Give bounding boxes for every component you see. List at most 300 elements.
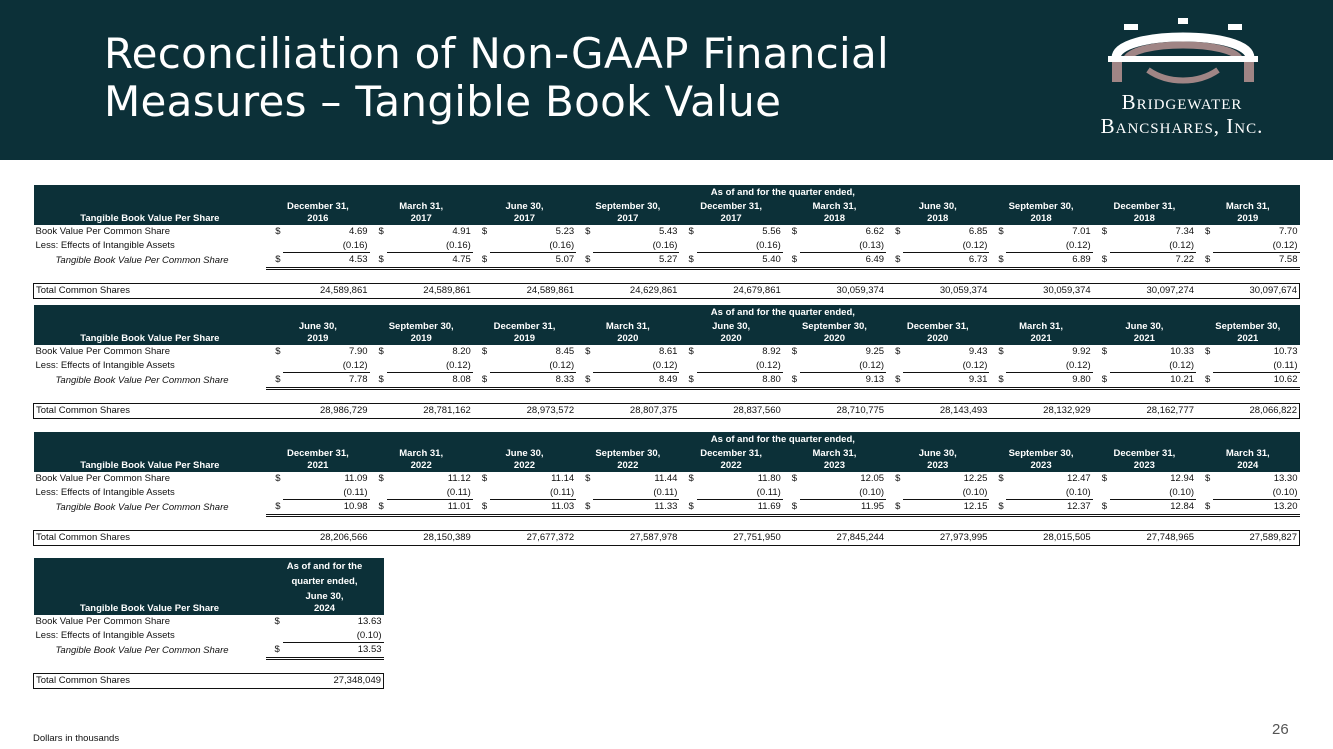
book-value-row (34, 472, 1300, 486)
currency-symbol (886, 239, 903, 253)
period-year: 2023 (927, 460, 949, 471)
currency-symbol: $ (679, 373, 696, 389)
period-column-header (783, 446, 886, 472)
period-month: March 31, (1225, 448, 1270, 459)
currency-symbol: $ (688, 346, 694, 358)
value-cell: 5.56 (762, 226, 781, 238)
currency-symbol: $ (585, 473, 591, 485)
value-cell: 9.80 (1006, 373, 1092, 389)
currency-symbol: $ (688, 473, 694, 485)
currency-symbol (1196, 239, 1213, 253)
value-cell: (0.10) (1006, 486, 1092, 500)
currency-symbol (473, 239, 490, 253)
currency-symbol (679, 486, 696, 500)
period-year: 2020 (823, 333, 845, 344)
currency-symbol (266, 239, 283, 253)
period-column-header (783, 319, 886, 345)
logo-line-2: Bancshares, Inc. (1100, 114, 1264, 138)
currency-symbol: $ (1196, 373, 1213, 389)
period-column-header (266, 199, 369, 225)
row-label: Less: Effects of Intangible Assets (35, 240, 175, 251)
value-cell: 5.43 (658, 226, 678, 238)
group-header-line-1: As of and for the (286, 561, 363, 572)
period-month: December 31, (493, 321, 556, 332)
value-cell: (0.12) (1006, 359, 1092, 373)
tangible-book-value-row (34, 500, 1300, 516)
shares-cell: 27,677,372 (473, 531, 576, 546)
value-cell: 8.92 (762, 346, 781, 358)
period-year: 2018 (1133, 213, 1155, 224)
value-cell: (0.13) (800, 239, 886, 253)
total-common-shares-row (34, 531, 1300, 546)
value-cell: 8.08 (387, 373, 473, 389)
shares-cell: 30,059,374 (886, 284, 989, 299)
currency-symbol (783, 486, 800, 500)
currency-symbol: $ (275, 346, 281, 358)
tangible-book-value-row (34, 643, 384, 659)
title-line-1: Reconciliation of Non-GAAP Financial (104, 29, 890, 78)
shares-cell: 27,845,244 (783, 531, 886, 546)
shares-cell: 28,066,822 (1196, 404, 1299, 419)
row-label: Tangible Book Value Per Common Share (55, 501, 229, 513)
value-cell: 12.05 (860, 473, 885, 485)
period-year: 2019 (307, 333, 329, 344)
period-year: 2017 (617, 213, 639, 224)
period-group-header: As of and for the quarter ended, (266, 185, 1299, 199)
period-column-header (473, 319, 576, 345)
value-cell: 7.78 (283, 373, 369, 389)
currency-symbol: $ (585, 226, 591, 238)
shares-cell: 30,097,674 (1196, 284, 1299, 299)
value-cell: (0.16) (593, 239, 679, 253)
row-label: Total Common Shares (34, 284, 267, 299)
period-month: June 30, (305, 591, 344, 602)
period-month: September 30, (595, 448, 661, 459)
value-cell: 10.21 (1110, 373, 1196, 389)
period-month: March 31, (399, 448, 444, 459)
row-label: Book Value Per Common Share (35, 226, 170, 238)
currency-symbol (576, 486, 593, 500)
currency-symbol: $ (783, 253, 800, 269)
currency-symbol: $ (895, 226, 901, 238)
period-year: 2017 (720, 213, 742, 224)
value-cell: (0.16) (387, 239, 473, 253)
value-cell: (0.10) (283, 629, 384, 643)
intangible-effects-row (34, 239, 1300, 253)
period-month: March 31, (1019, 321, 1063, 332)
value-cell: 8.80 (697, 373, 783, 389)
row-label: Book Value Per Common Share (35, 616, 170, 628)
period-month: September 30, (1008, 201, 1074, 212)
value-cell: 5.40 (697, 253, 783, 269)
value-cell: (0.12) (593, 359, 679, 373)
currency-symbol (679, 359, 696, 373)
currency-symbol: $ (576, 253, 593, 269)
period-group-header (266, 558, 384, 589)
shares-cell: 27,589,827 (1196, 531, 1299, 546)
value-cell: (0.11) (490, 486, 576, 500)
shares-cell: 28,710,775 (783, 404, 886, 419)
value-cell: 12.37 (1006, 500, 1092, 516)
currency-symbol (370, 486, 387, 500)
row-label: Tangible Book Value Per Common Share (55, 254, 229, 266)
currency-symbol (886, 486, 903, 500)
currency-symbol (266, 629, 283, 643)
page-number: 26 (1272, 721, 1289, 738)
period-column-header (1093, 199, 1196, 225)
value-cell: 10.73 (1273, 346, 1298, 358)
period-column-header (473, 199, 576, 225)
currency-symbol: $ (1093, 373, 1110, 389)
shares-cell: 30,059,374 (989, 284, 1092, 299)
currency-symbol: $ (886, 500, 903, 516)
period-month: December 31, (700, 448, 763, 459)
title-line-2: Measures – Tangible Book Value (104, 77, 782, 126)
period-column-header (576, 319, 679, 345)
currency-symbol (266, 486, 283, 500)
value-cell: 6.62 (865, 226, 885, 238)
currency-symbol (1093, 239, 1110, 253)
value-cell: (0.12) (1110, 359, 1196, 373)
value-cell: 11.09 (344, 473, 368, 485)
currency-symbol: $ (266, 643, 283, 659)
book-value-row (34, 225, 1300, 239)
period-column-header (370, 319, 473, 345)
currency-symbol: $ (989, 500, 1006, 516)
period-month: March 31, (812, 201, 857, 212)
value-cell: 6.49 (800, 253, 886, 269)
value-cell: (0.12) (387, 359, 473, 373)
shares-cell: 24,589,861 (370, 284, 473, 299)
section-header: Tangible Book Value Per Share (34, 185, 267, 225)
period-year: 2019 (513, 333, 536, 344)
row-label: Less: Effects of Intangible Assets (35, 360, 175, 371)
currency-symbol: $ (998, 473, 1004, 485)
currency-symbol: $ (989, 373, 1006, 389)
period-month: December 31, (906, 321, 969, 332)
currency-symbol: $ (998, 226, 1004, 238)
shares-cell: 28,837,560 (679, 404, 782, 419)
period-column-header (473, 446, 576, 472)
value-cell: (0.12) (283, 359, 369, 373)
shares-cell: 28,015,505 (989, 531, 1092, 546)
value-cell: (0.11) (697, 486, 783, 500)
intangible-effects-row (34, 629, 384, 643)
value-cell: 8.49 (593, 373, 679, 389)
currency-symbol (1196, 359, 1213, 373)
currency-symbol (679, 239, 696, 253)
shares-cell: 27,973,995 (886, 531, 989, 546)
tbv-table-2024 (33, 558, 384, 689)
footnote: Dollars in thousands (33, 733, 120, 744)
value-cell: 13.20 (1213, 500, 1299, 516)
value-cell: 7.22 (1110, 253, 1196, 269)
currency-symbol: $ (679, 253, 696, 269)
period-month: December 31, (286, 201, 349, 212)
value-cell: 11.69 (697, 500, 783, 516)
period-year: 2023 (1133, 460, 1155, 471)
tangible-book-value-row (34, 373, 1300, 389)
value-cell: (0.12) (1213, 239, 1299, 253)
value-cell: 5.23 (555, 226, 575, 238)
period-group-header: As of and for the quarter ended, (266, 305, 1299, 319)
period-group-header: As of and for the quarter ended, (266, 432, 1299, 446)
period-month: December 31, (1113, 448, 1176, 459)
value-cell: 11.03 (490, 500, 576, 516)
company-logo (1062, 14, 1302, 144)
period-year: 2017 (410, 213, 432, 224)
shares-cell: 27,348,049 (266, 674, 384, 689)
currency-symbol: $ (370, 253, 387, 269)
value-cell: 8.61 (658, 346, 678, 358)
currency-symbol: $ (266, 500, 283, 516)
value-cell: (0.12) (903, 239, 989, 253)
intangible-effects-row (34, 359, 1300, 373)
period-column-header (783, 199, 886, 225)
period-year: 2022 (617, 460, 639, 471)
currency-symbol: $ (266, 253, 283, 269)
value-cell: 11.14 (551, 473, 575, 485)
period-year: 2019 (1237, 213, 1259, 224)
period-month: September 30, (595, 201, 661, 212)
period-year: 2020 (927, 333, 949, 344)
value-cell: 6.85 (968, 226, 988, 238)
currency-symbol (989, 239, 1006, 253)
shares-cell: 27,748,965 (1093, 531, 1196, 546)
section-header: Tangible Book Value Per Share (34, 432, 267, 472)
period-column-header (1196, 319, 1299, 345)
currency-symbol: $ (473, 373, 490, 389)
currency-symbol: $ (378, 473, 384, 485)
shares-cell: 24,679,861 (679, 284, 782, 299)
shares-cell: 28,206,566 (266, 531, 369, 546)
tbv-table-2021-2024 (33, 432, 1300, 546)
period-month: June 30, (1125, 321, 1164, 332)
period-column-header (679, 446, 782, 472)
period-year: 2016 (307, 213, 329, 224)
value-cell: (0.16) (490, 239, 576, 253)
section-header: Tangible Book Value Per Share (34, 305, 267, 345)
period-month: September 30, (1008, 448, 1074, 459)
row-label: Total Common Shares (34, 674, 266, 689)
shares-cell: 28,986,729 (266, 404, 369, 419)
row-label: Book Value Per Common Share (35, 473, 170, 485)
currency-symbol: $ (998, 346, 1004, 358)
value-cell: 11.95 (800, 500, 886, 516)
period-column-header (679, 319, 782, 345)
value-cell: 9.31 (903, 373, 989, 389)
currency-symbol (989, 359, 1006, 373)
value-cell: 8.45 (555, 346, 575, 358)
total-common-shares-row (34, 674, 384, 689)
value-cell: 12.94 (1170, 473, 1195, 485)
value-cell: 7.01 (1072, 226, 1091, 238)
period-year: 2020 (720, 333, 742, 344)
currency-symbol: $ (791, 226, 798, 238)
currency-symbol: $ (791, 346, 798, 358)
currency-symbol: $ (275, 226, 281, 238)
header-banner (0, 0, 1333, 160)
period-year: 2022 (513, 460, 536, 471)
period-month: September 30, (801, 321, 867, 332)
row-label: Less: Effects of Intangible Assets (35, 630, 175, 641)
value-cell: 6.73 (903, 253, 989, 269)
value-cell: (0.10) (1213, 486, 1299, 500)
currency-symbol: $ (378, 346, 384, 358)
period-year: 2021 (307, 460, 329, 471)
currency-symbol: $ (1205, 226, 1211, 238)
currency-symbol: $ (585, 346, 591, 358)
total-common-shares-row (34, 284, 1300, 299)
currency-symbol (473, 486, 490, 500)
shares-cell: 28,781,162 (370, 404, 473, 419)
logo-text (1062, 90, 1302, 138)
period-month: December 31, (700, 201, 763, 212)
logo-line-1: Bridgewater (1121, 90, 1243, 114)
value-cell: 7.34 (1175, 226, 1195, 238)
currency-symbol: $ (275, 473, 281, 485)
row-label: Total Common Shares (34, 531, 267, 546)
value-cell: (0.12) (697, 359, 783, 373)
period-month: March 31, (1225, 201, 1270, 212)
value-cell: 12.25 (963, 473, 988, 485)
value-cell: 11.80 (757, 473, 781, 485)
currency-symbol: $ (688, 226, 694, 238)
currency-symbol (473, 359, 490, 373)
period-month: March 31, (812, 448, 857, 459)
shares-cell: 24,629,861 (576, 284, 679, 299)
currency-symbol: $ (481, 346, 488, 358)
section-header: Tangible Book Value Per Share (34, 558, 266, 615)
value-cell: 7.70 (1279, 226, 1298, 238)
value-cell: 4.91 (452, 226, 471, 238)
value-cell: (0.11) (593, 486, 679, 500)
period-column-header (1093, 446, 1196, 472)
currency-symbol: $ (1196, 253, 1213, 269)
currency-symbol (266, 359, 283, 373)
period-month: June 30, (918, 201, 957, 212)
currency-symbol: $ (783, 373, 800, 389)
period-column-header (1093, 319, 1196, 345)
currency-symbol (886, 359, 903, 373)
currency-symbol: $ (1196, 500, 1213, 516)
value-cell: 4.53 (283, 253, 369, 269)
value-cell: (0.11) (1213, 359, 1299, 373)
currency-symbol (783, 239, 800, 253)
value-cell: 11.33 (593, 500, 679, 516)
period-column-header (266, 589, 384, 615)
value-cell: 12.47 (1066, 473, 1091, 485)
period-column-header (679, 199, 782, 225)
value-cell: (0.16) (283, 239, 369, 253)
period-year: 2024 (313, 603, 336, 614)
period-year: 2022 (410, 460, 432, 471)
value-cell: 11.44 (654, 473, 678, 485)
period-year: 2018 (1030, 213, 1052, 224)
shares-cell: 27,751,950 (679, 531, 782, 546)
tbv-table-2019-2021 (33, 305, 1300, 419)
currency-symbol: $ (370, 373, 387, 389)
bridge-logo-icon (1108, 18, 1258, 84)
period-month: March 31, (605, 321, 650, 332)
value-cell: 4.75 (387, 253, 473, 269)
period-column-header (576, 199, 679, 225)
period-month: June 30, (712, 321, 751, 332)
row-label: Less: Effects of Intangible Assets (35, 487, 175, 498)
total-common-shares-row (34, 404, 1300, 419)
currency-symbol: $ (1205, 473, 1211, 485)
currency-symbol: $ (473, 253, 490, 269)
value-cell: (0.10) (903, 486, 989, 500)
value-cell: 7.58 (1213, 253, 1299, 269)
shares-cell: 30,059,374 (783, 284, 886, 299)
currency-symbol: $ (266, 373, 283, 389)
shares-cell: 24,589,861 (473, 284, 576, 299)
period-month: June 30, (505, 448, 544, 459)
currency-symbol: $ (1093, 253, 1110, 269)
row-label: Tangible Book Value Per Common Share (55, 644, 229, 656)
currency-symbol: $ (1101, 226, 1108, 238)
period-column-header (370, 199, 473, 225)
shares-cell: 28,143,493 (886, 404, 989, 419)
value-cell: (0.11) (387, 486, 473, 500)
currency-symbol: $ (886, 253, 903, 269)
currency-symbol: $ (274, 616, 280, 628)
value-cell: (0.12) (1110, 239, 1196, 253)
value-cell: (0.10) (1110, 486, 1196, 500)
period-year: 2018 (927, 213, 949, 224)
currency-symbol: $ (481, 473, 488, 485)
period-month: September 30, (388, 321, 454, 332)
value-cell: 11.12 (447, 473, 471, 485)
value-cell: 9.92 (1072, 346, 1091, 358)
value-cell: 9.25 (865, 346, 885, 358)
page-title (104, 30, 889, 126)
value-cell: 10.33 (1170, 346, 1195, 358)
period-column-header (576, 446, 679, 472)
shares-cell: 28,150,389 (370, 531, 473, 546)
period-column-header (1196, 199, 1299, 225)
currency-symbol (370, 239, 387, 253)
shares-cell: 24,589,861 (266, 284, 369, 299)
row-label: Book Value Per Common Share (35, 346, 170, 358)
value-cell: 7.90 (349, 346, 368, 358)
value-cell: (0.12) (800, 359, 886, 373)
row-label: Total Common Shares (34, 404, 267, 419)
period-column-header (1196, 446, 1299, 472)
value-cell: (0.10) (800, 486, 886, 500)
currency-symbol: $ (481, 226, 488, 238)
period-month: December 31, (1113, 201, 1176, 212)
currency-symbol (576, 239, 593, 253)
currency-symbol: $ (576, 500, 593, 516)
row-label: Tangible Book Value Per Common Share (55, 374, 229, 386)
value-cell: 5.07 (490, 253, 576, 269)
shares-cell: 28,132,929 (989, 404, 1092, 419)
period-column-header (886, 446, 989, 472)
value-cell: 5.27 (593, 253, 679, 269)
period-column-header (266, 446, 369, 472)
period-month: June 30, (505, 201, 544, 212)
period-year: 2021 (1237, 333, 1259, 344)
value-cell: 9.13 (800, 373, 886, 389)
period-year: 2019 (410, 333, 432, 344)
currency-symbol: $ (886, 373, 903, 389)
period-year: 2021 (1030, 333, 1052, 344)
currency-symbol: $ (895, 346, 901, 358)
currency-symbol (1196, 486, 1213, 500)
tangible-book-value-row (34, 253, 1300, 269)
